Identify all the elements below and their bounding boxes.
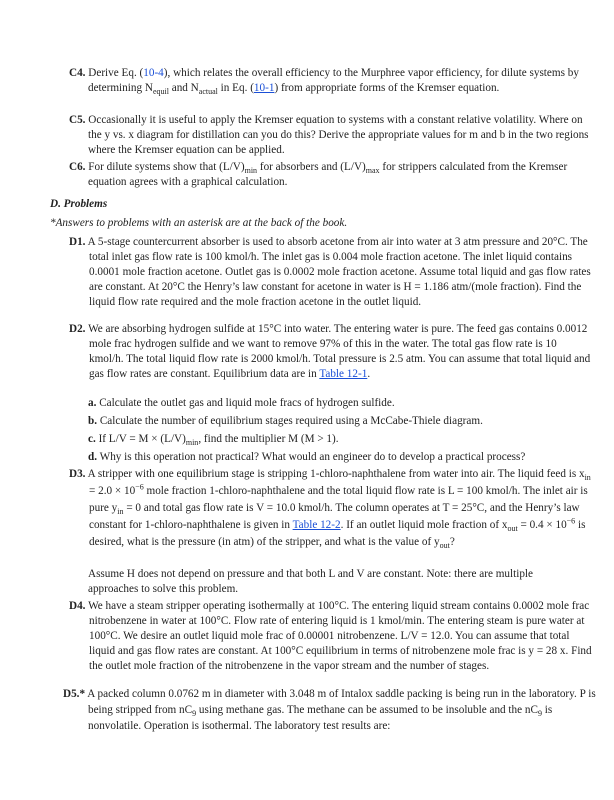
problem-d3 xyxy=(69,466,592,551)
problem-text: is desired, what is the pressure (in atm) of the stripper, and what is the value of y xyxy=(89,519,586,548)
equation-link-10-4[interactable]: 10-4 xyxy=(143,67,164,79)
subscript: actual xyxy=(198,87,218,97)
problem-text: = 0 and total gas flow rate is V = 10.0 kmol/h. The column operates at T = 25°C, and the Henry’s law constant for 1-chloro-naphthalene is given in xyxy=(89,502,580,531)
problem-text: We have a steam stripper operating isothermally at 100°C. The entering liquid stream contains 0.0002 mole frac nitrobenzene in water at 100°C. Flow rate of entering liquid is 1 kmol/min. The entering steam is pure water at 100°C. We desire an outlet liquid mole frac of 0.00001 nitrobenzene. L/V = 12.0. You can assume that total liquid and gas flow rates are constant. At 100°C equilibrium in terms of nitrobenzene mole frac is y = 28 x. Find the outlet mole fraction of the nitrobenzene in the vapor stream and the number of stages. xyxy=(88,600,592,672)
problem-d5 xyxy=(63,686,597,734)
problem-text: A 5-stage countercurrent absorber is used to absorb acetone from air into water at 3 atm pressure and 20°C. The total inlet gas flow rate is 100 kmol/h. The inlet gas is 0.004 mole fraction acetone. The inlet liquid contains 0.0001 mole fraction acetone. Outlet gas is 0.0002 mole fraction acetone. Assume total liquid and gas flow rates are constant. At 20°C the Henry’s law constant for acetone in water is H = 1.186 atm/(mole fraction). Find the liquid flow rate required and the mole fraction acetone in the outlet liquid. xyxy=(87,236,591,308)
problem-text: = 0.4 × 10 xyxy=(517,519,567,531)
equation-link-10-1[interactable]: 10-1 xyxy=(253,82,275,94)
problem-d2-part-a xyxy=(88,396,572,411)
question-text: Occasionally it is useful to apply the Kremser equation to systems with a constant relative volatility. Where on the y vs. x diagram for distillation can you do this? Derive the appropriate values for m and b in the two regions where the Kremser equation can be applied. xyxy=(88,114,589,156)
superscript: −6 xyxy=(135,482,144,492)
part-text: Calculate the number of equilibrium stages required using a McCabe-Thiele diagram. xyxy=(99,415,483,427)
question-c6 xyxy=(69,160,591,190)
problem-text: ? xyxy=(449,536,455,548)
problem-d2-part-d xyxy=(88,450,572,465)
question-text: ), which relates the overall efficiency to the Murphree vapor efficiency, for dilute systems by determining N xyxy=(88,67,579,94)
subscript: out xyxy=(507,524,518,534)
part-label: b. xyxy=(88,415,98,427)
question-number: C6. xyxy=(69,161,86,173)
part-label: a. xyxy=(88,397,97,409)
question-number: C4. xyxy=(69,67,86,79)
question-text: for absorbers and (L/V) xyxy=(257,161,366,173)
problem-text: using methane gas. The methane can be assumed to be insoluble and the nC xyxy=(196,704,538,716)
problem-text: is nonvolatile. Operation is isothermal. The laboratory test results are: xyxy=(88,704,553,732)
problem-number: D3. xyxy=(69,468,86,480)
question-c5 xyxy=(69,113,591,158)
asterisk-note: *Answers to problems with an asterisk are at the back of the book. xyxy=(50,217,348,229)
problem-text: = 2.0 × 10 xyxy=(89,485,136,497)
problem-d4 xyxy=(69,599,592,674)
part-text: Calculate the outlet gas and liquid mole fracs of hydrogen sulfide. xyxy=(99,397,395,409)
part-label: d. xyxy=(88,451,98,463)
table-link-12-2[interactable]: Table 12-2 xyxy=(292,519,341,531)
subscript: min xyxy=(185,438,199,448)
question-text: in Eq. ( xyxy=(217,82,254,94)
problem-number: D1. xyxy=(69,236,86,248)
question-text: for strippers calculated from the Kremser equation agrees with a graphical calculation. xyxy=(88,161,568,188)
question-text: and N xyxy=(168,82,199,94)
problem-text: mole fraction 1-chloro-naphthalene and the total liquid flow rate is L = 100 kmol/h. The inlet air is pure y xyxy=(89,485,588,514)
question-c4 xyxy=(69,66,591,96)
problem-text: . If an outlet liquid mole fraction of x xyxy=(340,519,508,531)
subscript: min xyxy=(244,166,258,176)
problem-text: A stripper with one equilibrium stage is stripping 1-chloro-naphthalene from water into air. The liquid feed is x xyxy=(87,468,585,480)
problem-text: We are absorbing hydrogen sulfide at 15°C into water. The entering water is pure. The feed gas contains 0.0012 mole frac hydrogen sulfide and we want to remove 97% of this in the water. The total gas flow rate is 10 kmol/h. The total liquid flow rate is 2000 kmol/h. Total pressure is 2.5 atm. You can assume that total liquid and gas flow rates are constant. Equilibrium data are in xyxy=(88,323,591,380)
question-text: Derive Eq. ( xyxy=(88,67,144,79)
problem-text: . xyxy=(367,368,371,380)
subscript: out xyxy=(439,541,450,551)
table-link-12-1[interactable]: Table 12-1 xyxy=(319,368,368,380)
problem-number: D4. xyxy=(69,600,86,612)
problem-d3-note: Assume H does not depend on pressure and that both L and V are constant. Note: there are multiple approaches to solve this problem. xyxy=(88,568,534,595)
problem-number: D2. xyxy=(69,323,86,335)
problem-d2-part-b xyxy=(88,414,572,429)
problem-d2-part-c xyxy=(88,432,572,447)
problem-number: D5.* xyxy=(63,688,86,700)
subscript: 9 xyxy=(192,709,197,719)
part-text: Why is this operation not practical? What would an engineer do to develop a practical process? xyxy=(99,451,526,463)
question-text: ) from appropriate forms of the Kremser equation. xyxy=(274,82,500,94)
question-text: For dilute systems show that (L/V) xyxy=(88,161,245,173)
question-number: C5. xyxy=(69,114,86,126)
subscript: equil xyxy=(152,87,169,97)
subscript: max xyxy=(365,166,380,176)
subscript: in xyxy=(117,507,124,517)
part-text: If L/V = M × (L/V) xyxy=(98,433,186,445)
problem-d1 xyxy=(69,235,592,310)
part-text: , find the multiplier M (M > 1). xyxy=(198,433,339,445)
subscript: in xyxy=(584,473,591,483)
problem-text: A packed column 0.0762 m in diameter with 3.048 m of Intalox saddle packing is being run in the laboratory. P is being stripped from nC xyxy=(87,688,596,716)
section-heading: D. Problems xyxy=(50,198,108,210)
part-label: c. xyxy=(88,433,96,445)
problem-d2 xyxy=(69,322,592,382)
subscript: 9 xyxy=(537,709,542,719)
superscript: −6 xyxy=(566,516,576,526)
